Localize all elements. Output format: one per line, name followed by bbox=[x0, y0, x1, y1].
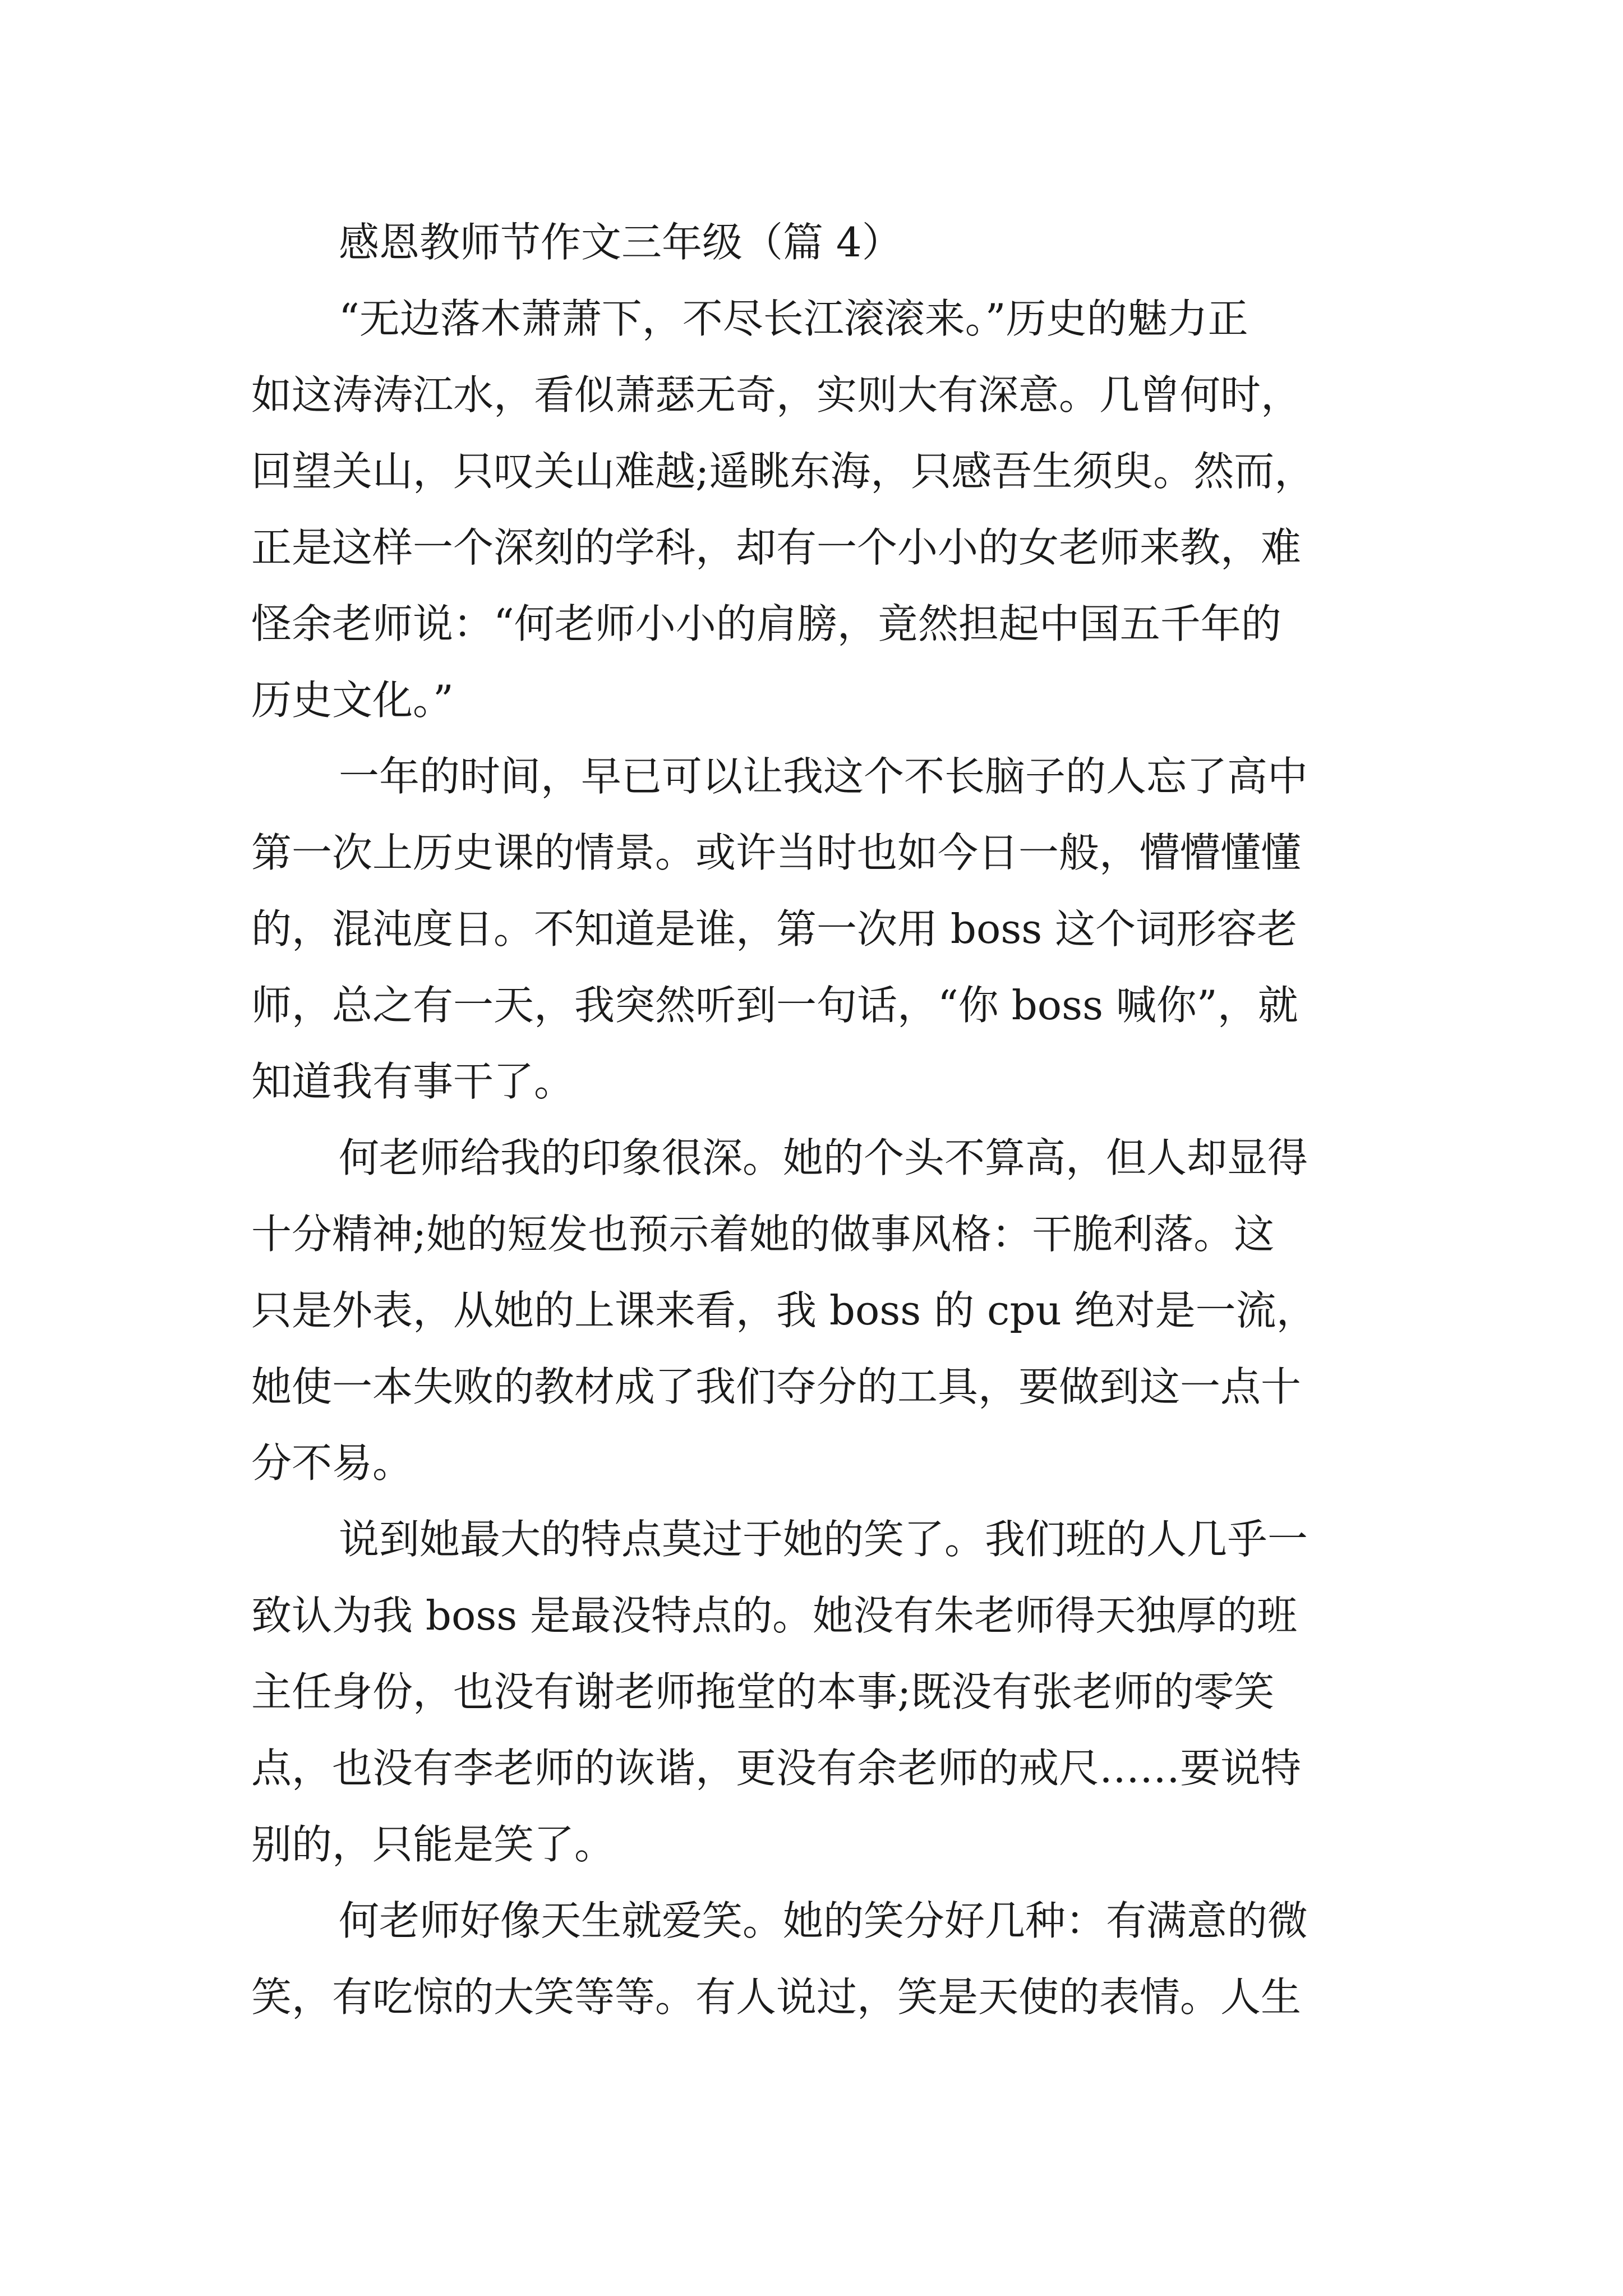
text-line-18: 致认为我 boss 是最没特点的。她没有朱老师得天独厚的班 bbox=[251, 1592, 1298, 1639]
text-line-12: 何老师给我的印象很深。她的个头不算高，但人却显得 bbox=[339, 1134, 1308, 1181]
text-line-20: 点，也没有李老师的诙谐，更没有余老师的戒尺……要说特 bbox=[251, 1745, 1302, 1792]
text-line-16: 分不易。 bbox=[251, 1439, 413, 1487]
text-line-15: 她使一本失败的教材成了我们夺分的工具，要做到这一点十 bbox=[251, 1363, 1302, 1410]
text-line-1: “无边落木萧萧下，不尽长江滚滚来。”历史的魅力正 bbox=[339, 295, 1248, 342]
text-line-19: 主任身份，也没有谢老师拖堂的本事;既没有张老师的零笑 bbox=[251, 1668, 1275, 1715]
text-line-23: 笑，有吃惊的大笑等等。有人说过，笑是天使的表情。人生 bbox=[251, 1973, 1302, 2021]
text-line-17: 说到她最大的特点莫过于她的笑了。我们班的人几乎一 bbox=[339, 1516, 1308, 1563]
document-title: 感恩教师节作文三年级（篇 4） bbox=[339, 219, 902, 266]
text-line-14: 只是外表，从她的上课来看，我 boss 的 cpu 绝对是一流， bbox=[251, 1287, 1317, 1334]
text-line-2: 如这涛涛江水，看似萧瑟无奇，实则大有深意。几曾何时， bbox=[251, 371, 1302, 418]
text-line-21: 别的，只能是笑了。 bbox=[251, 1821, 615, 1868]
text-line-6: 历史文化。” bbox=[251, 677, 454, 724]
text-line-10: 师，总之有一天，我突然听到一句话，“你 boss 喊你”，就 bbox=[251, 982, 1298, 1029]
text-line-7: 一年的时间，早已可以让我这个不长脑子的人忘了高中 bbox=[339, 753, 1308, 800]
text-line-11: 知道我有事干了。 bbox=[251, 1058, 575, 1105]
text-line-22: 何老师好像天生就爱笑。她的笑分好几种：有满意的微 bbox=[339, 1897, 1308, 1944]
text-line-13: 十分精神;她的短发也预示着她的做事风格：干脆利落。这 bbox=[251, 1211, 1275, 1258]
text-line-3: 回望关山，只叹关山难越;遥眺东海，只感吾生须臾。然而， bbox=[251, 448, 1315, 495]
text-line-8: 第一次上历史课的情景。或许当时也如今日一般，懵懵懂懂 bbox=[251, 829, 1302, 876]
text-line-4: 正是这样一个深刻的学科，却有一个小小的女老师来教，难 bbox=[251, 524, 1302, 571]
text-line-5: 怪余老师说：“何老师小小的肩膀，竟然担起中国五千年的 bbox=[251, 600, 1281, 647]
text-line-9: 的，混沌度日。不知道是谁，第一次用 boss 这个词形容老 bbox=[251, 905, 1298, 953]
